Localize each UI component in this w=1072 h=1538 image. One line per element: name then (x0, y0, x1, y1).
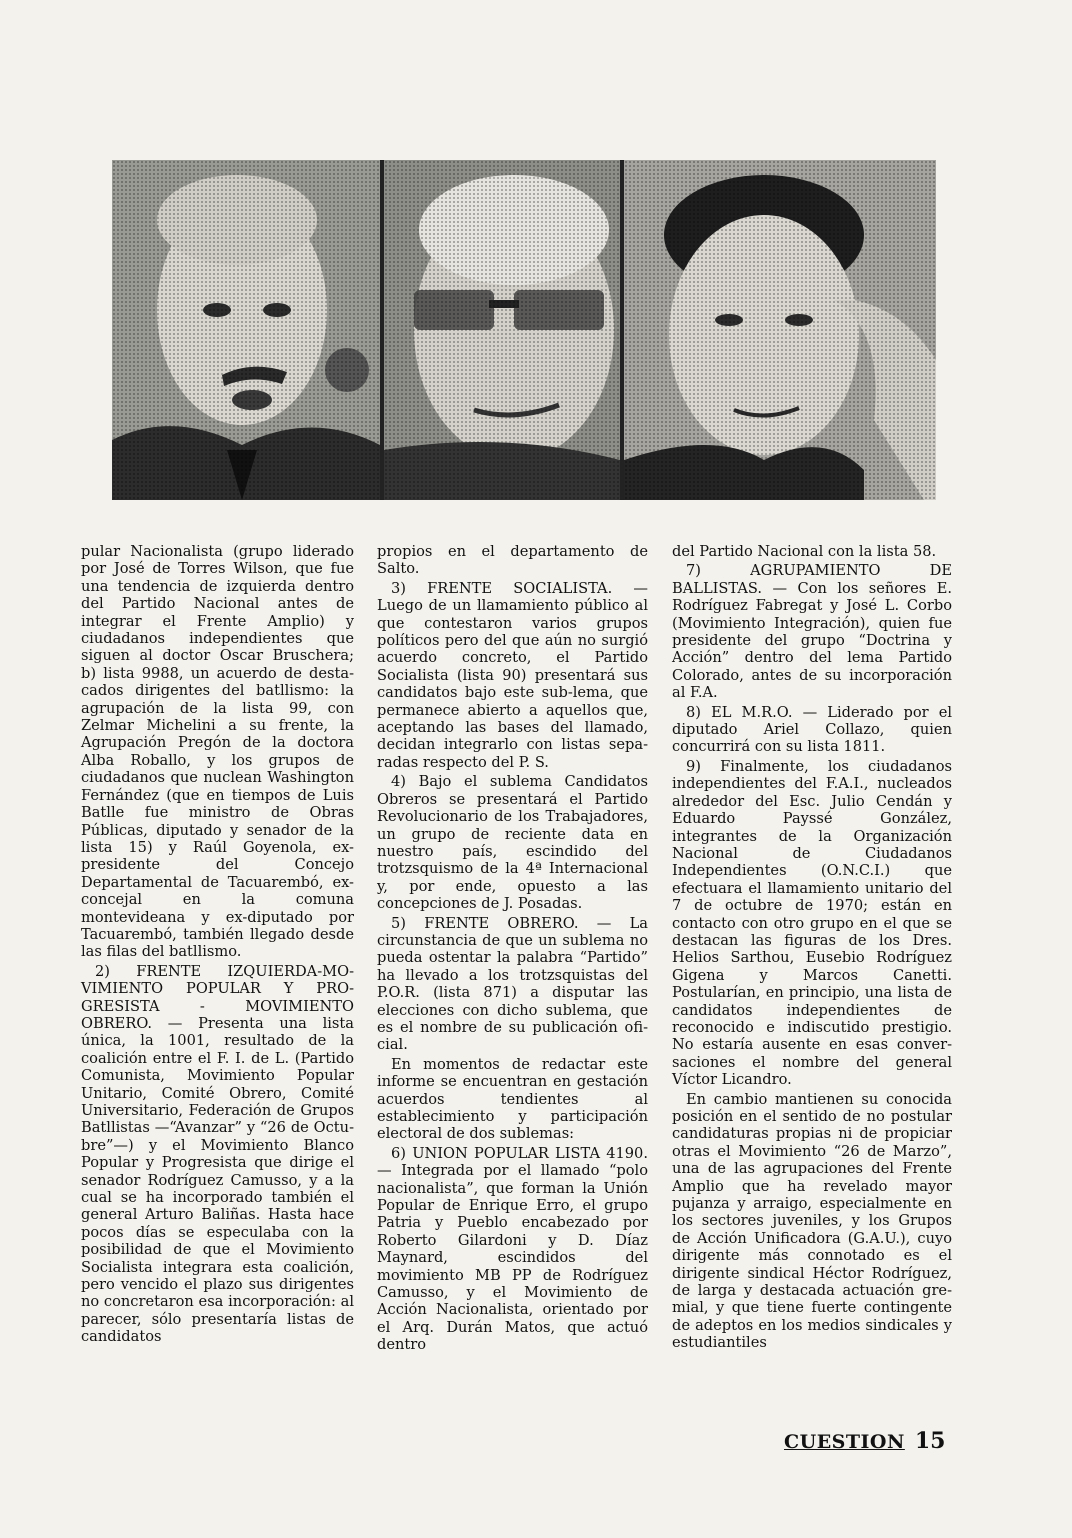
paragraph: 8) EL M.R.O. — Liderado por el diputado Ariel Collazo, quien concurrirá con su lista 1811. (672, 703, 952, 756)
article-column-2 (377, 543, 648, 1356)
paragraph: 2) FRENTE IZQUIERDA-MOVIMIENTO POPULAR Y PROGRESISTA - MOVIMIENTO OBRERO. — Presenta una lista única, la 1001, resultado de la coalición entre el F. I. de L. (Partido Comunista, Movimiento Popular Unitario, Comité Obrero, Comité Universitario, Federación de Grupos Batllistas —“Avanzar” y “26 de Octubre”—) y el Movimiento Blanco Popular y Progresista que dirige el senador Rodríguez Camusso, y a la cual se ha incorporado también el general Arturo Baliñas. Hasta hace pocos días se especulaba con la posibilidad de que el Movimiento Socialista integrara esta coalición, pero vencido el plazo sus dirigentes no concretaron esa incorporación: al parecer, sólo presentaría listas de candidatos (81, 962, 354, 1346)
article-column-3 (672, 543, 952, 1354)
paragraph: propios en el departamento de Salto. (377, 543, 648, 578)
paragraph: 5) FRENTE OBRERO. — La circunstancia de que un sublema no pueda ostentar la palabra “Partido” ha llevado a los trotzsquistas del P.O.R. (lista 871) a disputar las elecciones con dicho sublema, que es el nombre de su publicación oficial. (377, 914, 648, 1054)
paragraph: 7) AGRUPAMIENTO DE BALLISTAS. — Con los señores E. Rodríguez Fabregat y José L. Corbo (Movimiento Integración), quien fue presidente del grupo “Doctrina y Acción” dentro del lema Partido Colorado, antes de su incorporación al F.A. (672, 562, 952, 702)
paragraph: En cambio mantienen su conocida posición en el sentido de no postular candidaturas propias ni de propiciar otras el Movimiento “26 de Marzo”, una de las agrupaciones del Frente Amplio que ha revelado mayor pujanza y arraigo, especialmente en los sectores juveniles, y los Grupos de Acción Unificadora (G.A.U.), cuyo dirigente más connotado es el dirigente sindical Héctor Rodríguez, de larga y destacada actuación gremial, y que tiene fuerte contingente de adeptos en los medios sindicales y estudiantiles (672, 1090, 952, 1352)
paragraph: 6) UNION POPULAR LISTA 4190. — Integrada por el llamado “polo nacionalista”, que forman la Unión Popular de Enrique Erro, el grupo Patria y Pueblo encabezado por Roberto Gilardoni y D. Díaz Maynard, escindidos del movimiento MB PP de Rodríguez Camusso, y el Movimiento de Acción Nacionalista, orientado por el Arq. Durán Matos, que actuó dentro (377, 1144, 648, 1354)
page-footer (784, 1428, 954, 1454)
photo-center-elder-with-glasses (384, 160, 620, 500)
paragraph: 9) Finalmente, los ciudadanos independientes del F.A.I., nucleados alrededor del Esc. Julio Cendán y Eduardo Payssé González, integrantes de la Organización Nacional de Ciudadanos Independientes (O.N.C.I.) que efectuara el llamamiento unitario del 7 de octubre de 1970; están en contacto con otro grupo en el que se destacan las figuras de los Dres. Helios Sarthou, Eusebio Rodríguez Gigena y Marcos Canetti. Postularían, en principio, una lista de candidatos independientes de reconocido e indiscutido prestigio. No estaría ausente en esas conversaciones el nombre del general Víctor Licandro. (672, 757, 952, 1089)
page-number: 15 (914, 1428, 946, 1454)
paragraph: En momentos de redactar este informe se encuentran en gestación acuerdos tendientes al establecimiento y participación electoral de dos sublemas: (377, 1055, 648, 1143)
paragraph: 3) FRENTE SOCIALISTA. — Luego de un llamamiento público al que contestaron varios grupos políticos pero del que aún no surgió acuerdo concreto, el Partido Socialista (lista 90) presentará sus candidatos bajo este sub-lema, que permanece abierto a aquellos que, aceptando las bases del llamado, decidan integrarlo con listas separadas respecto del P. S. (377, 579, 648, 771)
photo-right-man-hand-to-ear (624, 160, 936, 500)
photo-strip (112, 160, 936, 500)
magazine-name: CUESTION (784, 1431, 905, 1453)
paragraph: pular Nacionalista (grupo liderado por José de Torres Wilson, que fue una tendencia de izquierda dentro del Partido Nacional antes de integrar el Frente Amplio) y ciudadanos independientes que siguen al doctor Oscar Bruschera; b) lista 9988, un acuerdo de destacados dirigentes del batllismo: la agrupación de la lista 99, con Zelmar Michelini a su frente, la Agrupación Pregón de la doctora Alba Roballo, y los grupos de ciudadanos que nuclean Washington Fernández (que en tiempos de Luis Batlle fue ministro de Obras Públicas, diputado y senador de la lista 15) y Raúl Goyenola, ex-presidente del Concejo Departamental de Tacuarembó, ex-concejal en la comuna montevideana y ex-diputado por Tacuarembó, también llegado desde las filas del batllismo. (81, 543, 354, 961)
paragraph: del Partido Nacional con la lista 58. (672, 543, 937, 560)
photo-left-speaker (112, 160, 380, 500)
article-column-1 (81, 543, 354, 1348)
paragraph: 4) Bajo el sublema Candidatos Obreros se presentará el Partido Revolucionario de los Trabajadores, un grupo de reciente data en nuestro país, escindido del trotzsquismo de la 4ª Internacional y, por ende, opuesto a las concepciones de J. Posadas. (377, 773, 648, 913)
